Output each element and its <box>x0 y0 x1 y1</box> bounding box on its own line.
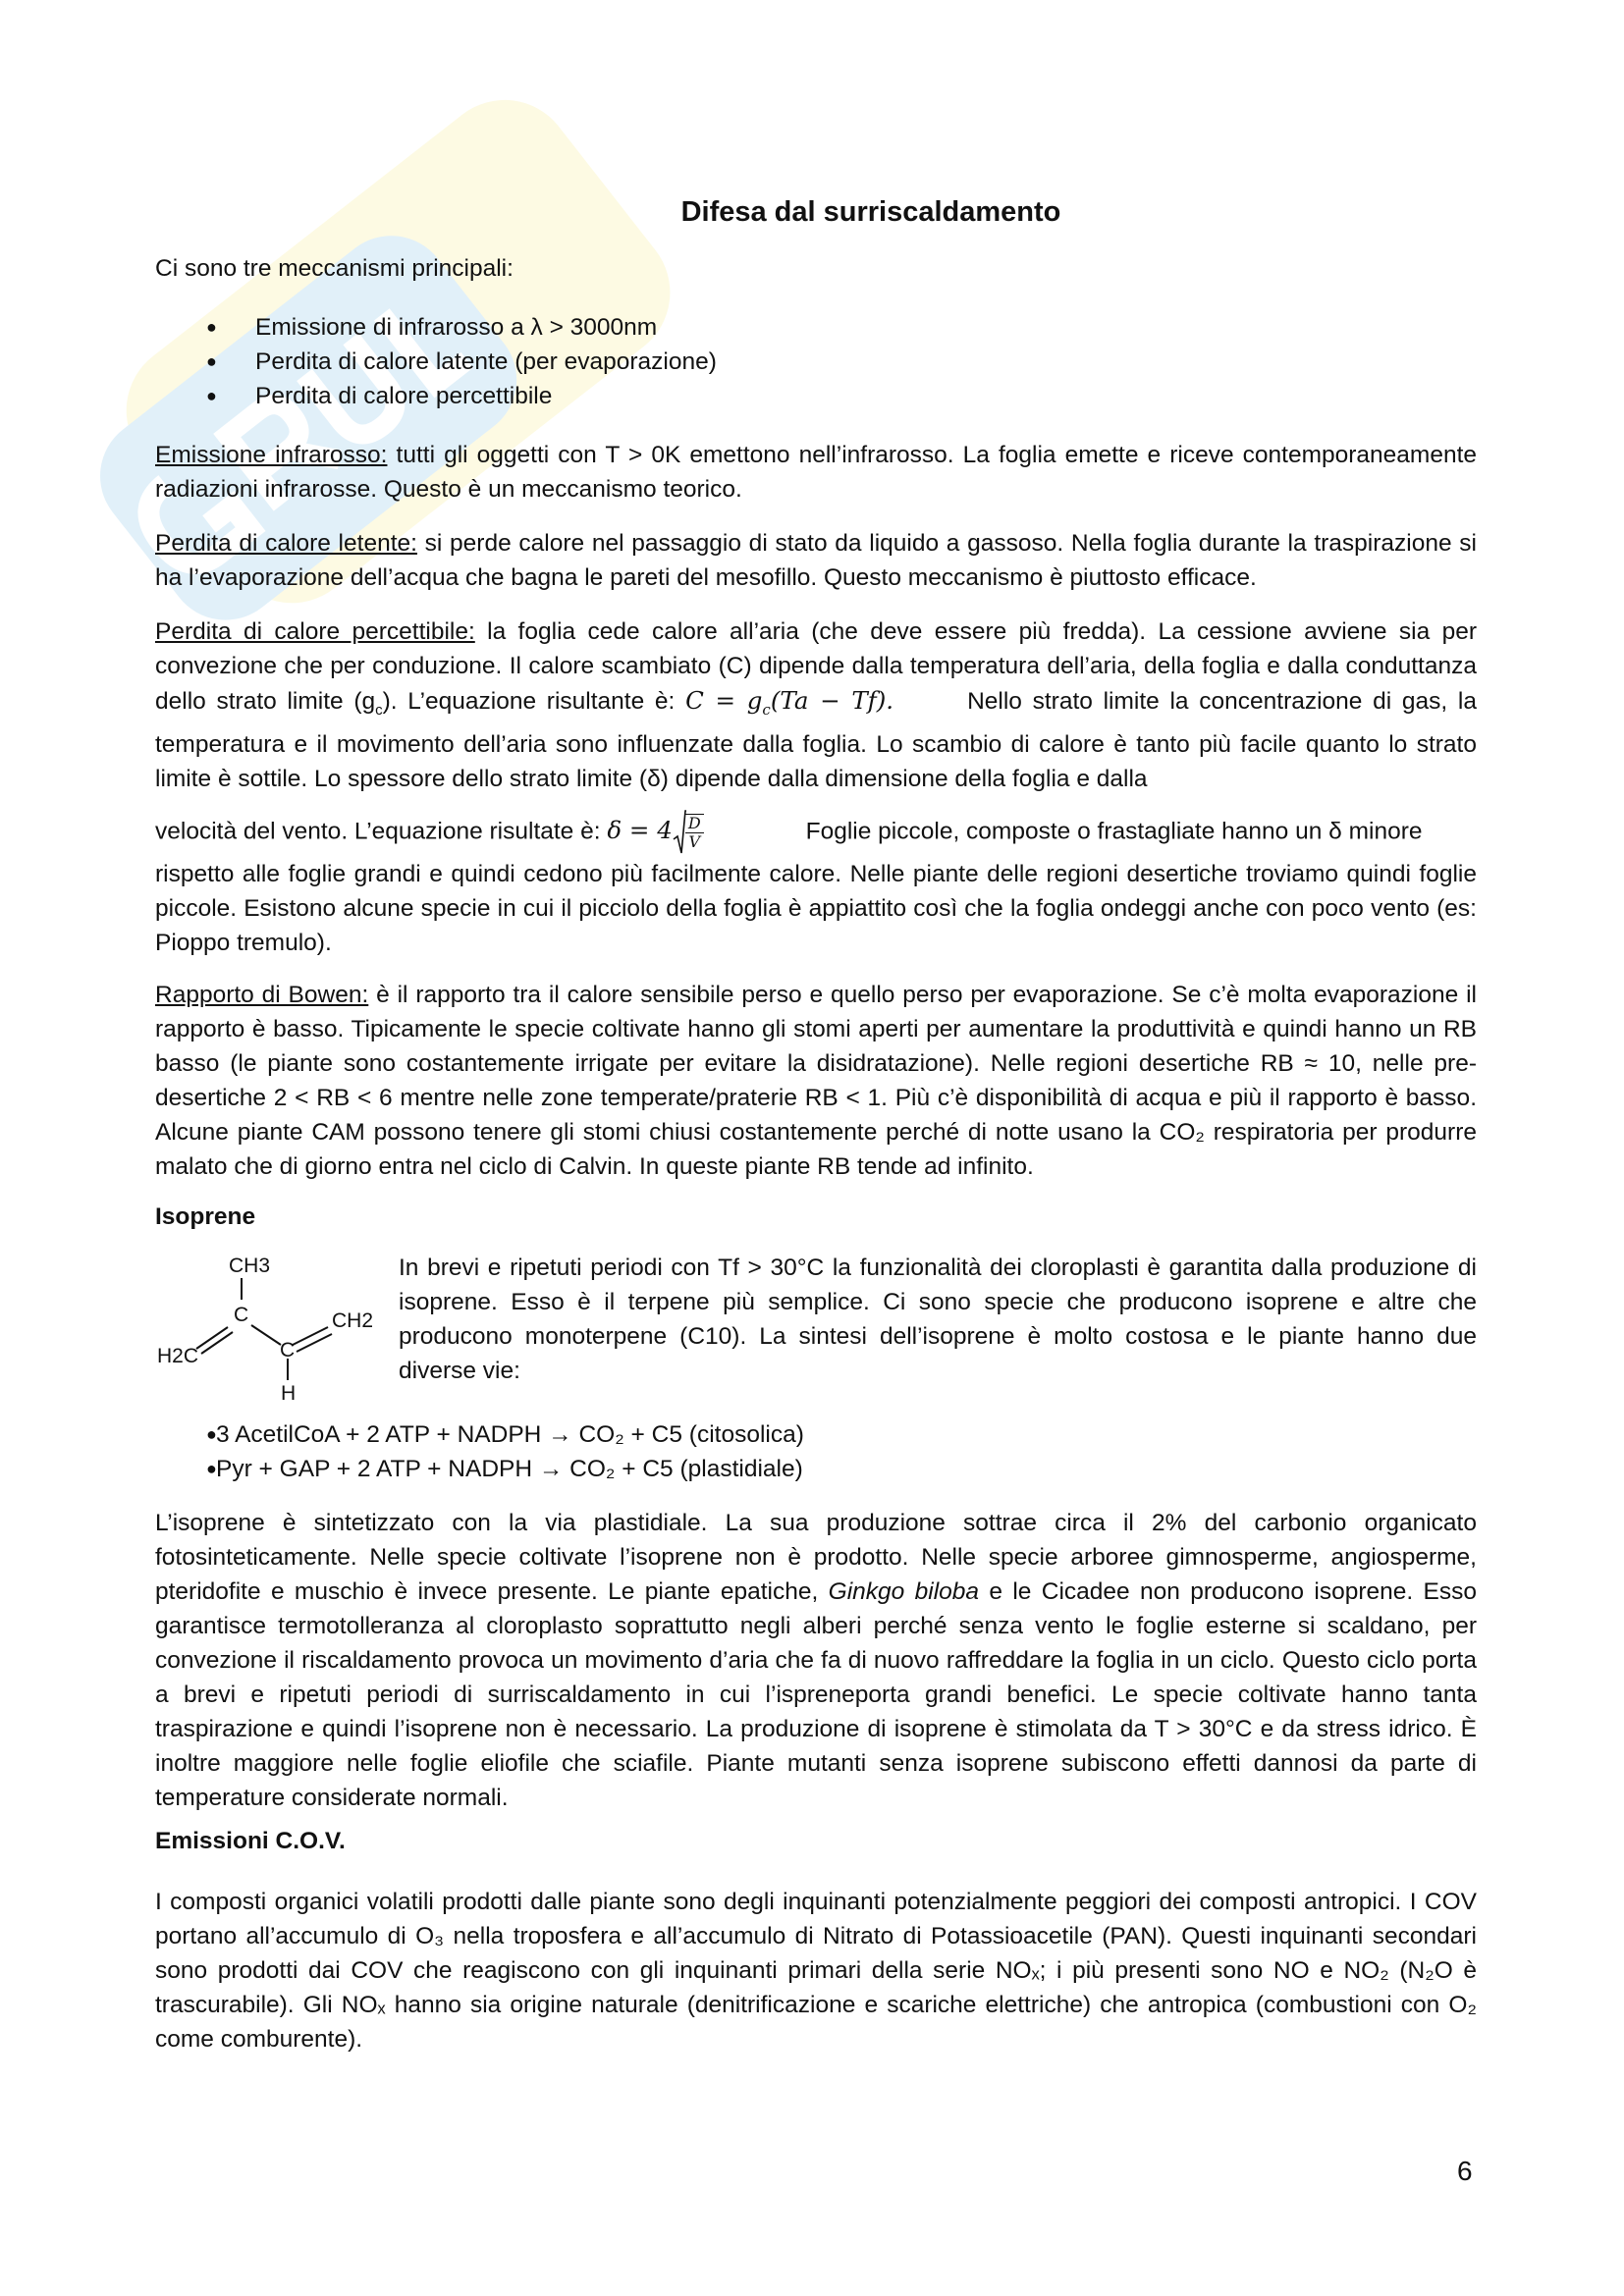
sensible-label: Perdita di calore percettibile: <box>155 618 475 645</box>
isoprene-intro: In brevi e ripetuti periodi con Tf > 30°C la funzionalità dei cloroplasti è garantita dalla produzione di isoprene. Esso è il terpene più semplice. Ci sono specie che producono isoprene e altre che producono monoterpene (C10). La sintesi dell’isoprene è molto costosa e le piante hanno due diverse vie: <box>399 1255 1477 1384</box>
atom-label: CH3 <box>229 1255 271 1277</box>
paragraph-bowen <box>155 978 1477 1184</box>
equation-boundary-layer: δ = 4 $\frac{D}{V}$ <box>607 816 703 844</box>
list-item: ● Emissione di infrarosso a λ > 3000nm <box>155 310 1477 345</box>
species-name: Ginkgo biloba <box>828 1578 980 1605</box>
atom-label: C <box>280 1339 296 1362</box>
bowen-label: Rapporto di Bowen: <box>155 982 369 1008</box>
latent-text: si perde calore nel passaggio di stato da liquido a gassoso. Nella foglia durante la traspirazione si ha l’evaporazione dell’acqua che bagna le pareti del mesofillo. Questo meccanismo è piuttosto efficace. <box>155 530 1477 591</box>
heading-isoprene: Isoprene <box>155 1203 256 1230</box>
paragraph-isoprene: L’isoprene è sintetizzato con la via plastidiale. La sua produzione sottrae circa il 2% del carbonio organicato fotosinteticamente. Nelle specie coltivate l’isoprene non è prodotto. Nelle specie arboree gimnosperme, angiosperme, pteridofite e muschio è invece presente. Le piante epatiche, Ginkgo biloba e le Cicadee non producono isoprene. Esso garantisce termotolleranza al cloroplasto soprattutto negli alberi perché senza vento le foglie esterne si scaldano, per convezione il riscaldamento provoca un movimento d’aria che fa di nuovo raffreddare la foglia in un ciclo. Questo ciclo porta a brevi e ripetuti periodi di surriscaldamento in cui l’ispreneporta grandi benefici. Le specie coltivate hanno tanta traspirazione e quindi l’isoprene non è necessario. La produzione di isoprene è stimolata da T > 30°C e da stress idrico. È inoltre maggiore nelle foglie eliofile che sciafile. Piante mutanti senza isoprene subiscono effetti dannosi da parte di temperature considerate normali. <box>155 1510 1477 1811</box>
mechanisms-list <box>155 310 1477 413</box>
atom-label: C <box>234 1304 249 1326</box>
page-title: Difesa dal surriscaldamento <box>680 196 1061 228</box>
paragraph-cov: I composti organici volatili prodotti dalle piante sono degli inquinanti potenzialmente peggiori dei composti antropici. I COV portano all’accumulo di O₃ nella troposfera e all’accumulo di Nitrato di Potassioacetile (PAN). Questi inquinanti secondari sono prodotti dai COV che reagiscono con gli inquinanti primari della serie NOₓ; i più presenti sono NO e NO₂ (N₂O è trascurabile). Gli NOₓ hanno sia origine naturale (denitrificazione e scariche elettriche) che antropica (combustioni con O₂ come comburente). <box>155 1889 1477 2053</box>
isoprene-section <box>155 1251 1477 1408</box>
list-item: ● Perdita di calore percettibile <box>155 379 1477 413</box>
list-item: ● Pyr + GAP + 2 ATP + NADPH → CO₂ + C5 (plastidiale) <box>155 1452 1477 1486</box>
page-number: 6 <box>1457 2156 1473 2186</box>
paragraph-latent <box>155 526 1477 595</box>
paragraph-infrared <box>155 438 1477 507</box>
sqrt-sign-icon <box>673 810 686 855</box>
infrared-text: tutti gli oggetti con T > 0K emettono nell’infrarosso. La foglia emette e riceve contemporaneamente radiazioni infrarosse. Questo è un meccanismo teorico. <box>155 442 1478 503</box>
isoprene-structure-icon <box>155 1251 391 1408</box>
atom-label: H <box>281 1382 297 1405</box>
list-item: ● Perdita di calore latente (per evaporazione) <box>155 345 1477 379</box>
bowen-text: è il rapporto tra il calore sensibile perso e quello perso per evaporazione. Se c’è molta evaporazione il rapporto è basso. Tipicamente le specie coltivate hanno gli stomi aperti per aumentare la produttività e quindi hanno un RB basso (le piante sono costantemente irrigate per evitare la disidratazione). Nelle regioni desertiche RB ≈ 10, nelle pre-desertiche 2 < RB < 6 mentre nelle zone temperate/praterie RB < 1. Più c’è disponibilità di acqua e più il rapporto è basso. Alcune piante CAM possono tenere gli stomi chiusi costantemente perché di notte usano la CO₂ respiratoria per produrre malato che di giorno entra nel ciclo di Calvin. In queste piante RB tende ad infinito. <box>155 982 1477 1180</box>
intro-text: Ci sono tre meccanismi principali: <box>155 255 514 282</box>
heading-cov: Emissioni C.O.V. <box>155 1828 346 1854</box>
latent-label: Perdita di calore letente: <box>155 530 417 557</box>
list-item: ● 3 AcetilCoA + 2 ATP + NADPH → CO₂ + C5 (citosolica) <box>155 1417 1477 1452</box>
isoprene-routes <box>155 1417 1477 1486</box>
atom-label: CH2 <box>332 1309 374 1332</box>
paragraph-sensible: Perdita di calore percettibile: la foglia cede calore all’aria (che deve essere più fredda). La cessione avviene sia per convezione che per conduzione. Il calore scambiato (C) dipende dalla temperatura dell’aria, della foglia e dalla conduttanza dello strato limite $(g_c)$. L’equazione risultante è: $C = g_c(Ta - Tf)$. Nello strato limite la concentrazione di gas, la temperatura e il movimento dell’aria sono influenzate dalla foglia. Lo scambio di calore è tanto più facile quanto lo strato limite è sottile. Lo spessore dello strato limite (δ) dipende dalla dimensione della foglia e dalla velocità del vento. L’equazione risultate è: δ = 4 $\frac{D}{V}$ Foglie piccole, composte o frastagliate hanno un δ minore rispetto alle foglie grandi e quindi cedono più facilmente calore. Nelle piante delle regioni desertiche troviamo quindi foglie piccole. Esistono alcune specie in cui il picciolo della foglia è appiattito così che la foglia ondeggi anche con poco vento (es: Pioppo tremulo). <box>155 618 1477 956</box>
equation-heat-exchange: $C = g_c(Ta - Tf)$. <box>685 686 894 719</box>
infrared-label: Emissione infrarosso: <box>155 442 388 468</box>
atom-label: H2C <box>157 1345 199 1367</box>
